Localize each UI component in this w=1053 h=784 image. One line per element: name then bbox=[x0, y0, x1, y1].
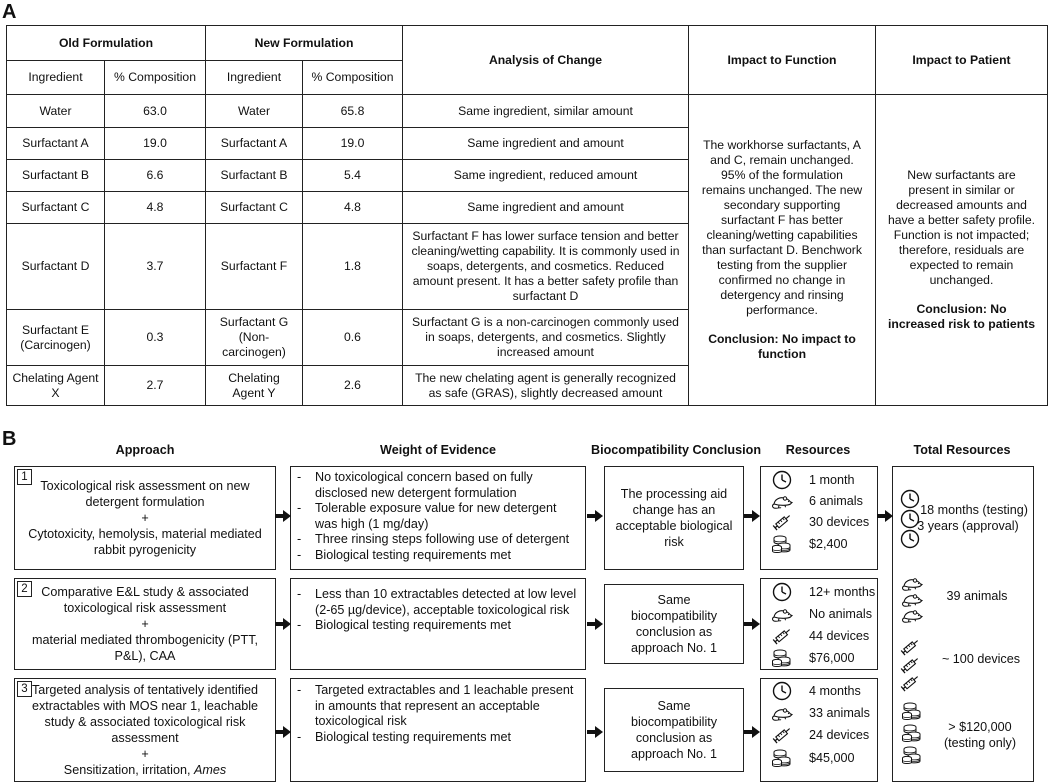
new-ingredient-cell: Chelating Agent Y bbox=[206, 366, 303, 406]
total-time-approval: 3 years (approval) bbox=[917, 519, 1019, 533]
total-resources-header: Total Resources bbox=[913, 443, 1011, 457]
new-ingredient-cell: Surfactant A bbox=[206, 128, 303, 160]
evidence-item: - Three rinsing steps following use of detergent bbox=[297, 532, 570, 546]
approach-number: 3 bbox=[17, 681, 32, 697]
conclusion-text: Same biocompatibility conclusion as approach No. 1 bbox=[630, 699, 718, 761]
syringe-icon bbox=[899, 637, 921, 657]
rat-icon bbox=[771, 491, 793, 511]
total-devices: ~ 100 devices bbox=[941, 652, 1021, 666]
arrow-right-icon bbox=[877, 510, 893, 522]
approach-number: 2 bbox=[17, 581, 32, 597]
evidence-item: - Less than 10 extractables detected at low level (2-65 µg/device), acceptable toxicological risk bbox=[297, 587, 577, 617]
plus-sign: + bbox=[141, 747, 149, 761]
syringe-icon bbox=[899, 655, 921, 675]
evidence-item: - Biological testing requirements met bbox=[297, 547, 511, 562]
new-percent-cell: 19.0 bbox=[303, 128, 403, 160]
evidence-item: - Tolerable exposure value for new detergent was high (1 mg/day) bbox=[297, 501, 557, 531]
evidence-1-box bbox=[290, 466, 586, 570]
resource-cost: $2,400 bbox=[809, 536, 848, 551]
resources-2-box bbox=[760, 578, 878, 670]
resource-cost: $45,000 bbox=[809, 750, 855, 765]
old-ingredient-cell: Surfactant B bbox=[7, 160, 105, 192]
new-ingredient-cell: Surfactant C bbox=[206, 192, 303, 224]
coins-icon bbox=[901, 745, 923, 765]
conclusion-1-box bbox=[604, 466, 744, 570]
arrow-right-icon bbox=[587, 618, 603, 630]
new-ingredient-cell: Water bbox=[206, 95, 303, 128]
new-ingredient-cell: Surfactant G (Non-carcinogen) bbox=[206, 310, 303, 366]
impact-function-header: Impact to Function bbox=[689, 26, 876, 95]
new-percent-cell: 2.6 bbox=[303, 366, 403, 406]
evidence-item: - Targeted extractables and 1 leachable present in amounts that represent an acceptable toxicological risk bbox=[297, 683, 574, 728]
old-ingredient-header: Ingredient bbox=[7, 61, 105, 95]
old-percent-cell: 4.8 bbox=[105, 192, 206, 224]
analysis-cell: Surfactant F has lower surface tension and better cleaning/wetting capability. It is commonly used in soaps, detergents, and cosmetics. Reduced amount present. It has a better safety profile than surfactant D bbox=[403, 224, 689, 310]
old-ingredient-cell: Surfactant C bbox=[7, 192, 105, 224]
impact-patient-header: Impact to Patient bbox=[876, 26, 1048, 95]
evidence-item: - Biological testing requirements met bbox=[297, 618, 511, 632]
arrow-right-icon bbox=[744, 726, 760, 738]
syringe-icon bbox=[771, 725, 793, 745]
new-ingredient-header: Ingredient bbox=[206, 61, 303, 95]
resources-header: Resources bbox=[785, 443, 851, 457]
new-ingredient-cell: Surfactant F bbox=[206, 224, 303, 310]
analysis-cell: Same ingredient and amount bbox=[403, 128, 689, 160]
arrow-right-icon bbox=[744, 618, 760, 630]
old-percent-cell: 63.0 bbox=[105, 95, 206, 128]
syringe-icon bbox=[771, 626, 793, 646]
approach-tests: Sensitization, irritation, Ames bbox=[63, 763, 227, 777]
plus-sign: + bbox=[141, 617, 149, 631]
conclusion-3-box bbox=[604, 688, 744, 772]
new-percent-cell: 4.8 bbox=[303, 192, 403, 224]
old-percent-cell: 6.6 bbox=[105, 160, 206, 192]
old-formulation-header: Old Formulation bbox=[7, 26, 206, 61]
resource-time: 12+ months bbox=[809, 584, 876, 599]
evidence-2-box bbox=[290, 578, 586, 670]
plus-sign: + bbox=[141, 511, 149, 525]
evidence-header: Weight of Evidence bbox=[380, 443, 496, 457]
rat-icon bbox=[771, 703, 793, 723]
evidence-item: - No toxicological concern based on fully disclosed new detergent formulation bbox=[297, 470, 533, 500]
approach-number: 1 bbox=[17, 469, 32, 485]
coins-icon bbox=[771, 748, 793, 768]
approach-header: Approach bbox=[115, 443, 175, 457]
impact-function-cell bbox=[689, 95, 876, 406]
new-percent-cell: 1.8 bbox=[303, 224, 403, 310]
syringe-icon bbox=[771, 512, 793, 532]
analysis-cell: The new chelating agent is generally recognized as safe (GRAS), slightly decreased amount bbox=[403, 366, 689, 406]
arrow-right-icon bbox=[587, 726, 603, 738]
approach-text: Toxicological risk assessment on new detergent formulation bbox=[40, 479, 250, 509]
old-composition-header: % Composition bbox=[105, 61, 206, 95]
new-formulation-header: New Formulation bbox=[206, 26, 403, 61]
total-animals: 39 animals bbox=[946, 589, 1008, 603]
resource-animals: No animals bbox=[809, 606, 872, 621]
resource-cost: $76,000 bbox=[809, 650, 855, 665]
approach-text: Targeted analysis of tentatively identified extractables with MOS near 1, leachable study & associated toxicological risk assessment bbox=[31, 683, 259, 745]
arrow-right-icon bbox=[275, 618, 291, 630]
old-ingredient-cell: Surfactant D bbox=[7, 224, 105, 310]
resources-3-box bbox=[760, 678, 878, 782]
new-percent-cell: 5.4 bbox=[303, 160, 403, 192]
old-percent-cell: 19.0 bbox=[105, 128, 206, 160]
clock-icon bbox=[771, 681, 793, 701]
total-cost: > $120,000 bbox=[948, 720, 1012, 734]
approach-2-box bbox=[14, 578, 276, 670]
total-cost-note: (testing only) bbox=[943, 736, 1017, 750]
total-time-testing: 18 months (testing) bbox=[920, 503, 1028, 517]
resource-animals: 33 animals bbox=[809, 705, 870, 720]
approach-tests: Cytotoxicity, hemolysis, material mediated rabbit pyrogenicity bbox=[28, 527, 262, 557]
impact-patient-text: New surfactants are present in similar or decreased amounts and have a better safety profile. Function is not impacted; therefore, residuals are expected to remain unchanged. bbox=[888, 168, 1036, 287]
total-resources-box bbox=[892, 466, 1034, 782]
approach-3-box bbox=[14, 678, 276, 782]
evidence-3-box bbox=[290, 678, 586, 782]
conclusion-header: Biocompatibility Conclusion bbox=[590, 443, 762, 457]
impact-patient-cell bbox=[876, 95, 1048, 406]
syringe-icon bbox=[899, 673, 921, 693]
old-percent-cell: 0.3 bbox=[105, 310, 206, 366]
approach-1-box bbox=[14, 466, 276, 570]
new-percent-cell: 65.8 bbox=[303, 95, 403, 128]
evidence-item: - Biological testing requirements met bbox=[297, 729, 511, 744]
old-ingredient-cell: Water bbox=[7, 95, 105, 128]
formulation-comparison-table bbox=[6, 25, 1048, 406]
rat-icon bbox=[771, 604, 793, 624]
resource-devices: 24 devices bbox=[809, 727, 870, 742]
analysis-cell: Same ingredient and amount bbox=[403, 192, 689, 224]
old-percent-cell: 3.7 bbox=[105, 224, 206, 310]
coins-icon bbox=[771, 534, 793, 554]
arrow-right-icon bbox=[744, 510, 760, 522]
approach-tests: material mediated thrombogenicity (PTT, P&L), CAA bbox=[31, 633, 259, 663]
analysis-cell: Surfactant G is a non-carcinogen commonly used in soaps, detergents, and cosmetics. Slightly increased amount bbox=[403, 310, 689, 366]
clock-icon bbox=[771, 470, 793, 490]
impact-function-text: The workhorse surfactants, A and C, remain unchanged. 95% of the formulation remains unchanged. The new secondary supporting surfactant F has better cleaning/wetting capabilities than surfactant D. Benchwork testing from the supplier confirmed no change in detergency and rinsing performance. bbox=[701, 138, 863, 317]
analysis-cell: Same ingredient, reduced amount bbox=[403, 160, 689, 192]
panel-b-label: B bbox=[2, 428, 17, 450]
coins-icon bbox=[901, 723, 923, 743]
impact-patient-conclusion: Conclusion: No increased risk to patients bbox=[888, 302, 1035, 331]
conclusion-text: Same biocompatibility conclusion as approach No. 1 bbox=[630, 593, 718, 655]
analysis-header: Analysis of Change bbox=[403, 26, 689, 95]
coins-icon bbox=[771, 648, 793, 668]
old-ingredient-cell: Surfactant E (Carcinogen) bbox=[7, 310, 105, 366]
new-composition-header: % Composition bbox=[303, 61, 403, 95]
new-ingredient-cell: Surfactant B bbox=[206, 160, 303, 192]
rat-icon bbox=[901, 605, 923, 625]
old-percent-cell: 2.7 bbox=[105, 366, 206, 406]
conclusion-2-box bbox=[604, 584, 744, 664]
new-percent-cell: 0.6 bbox=[303, 310, 403, 366]
resource-time: 1 month bbox=[809, 472, 855, 487]
resources-1-box bbox=[760, 466, 878, 570]
resource-devices: 44 devices bbox=[809, 628, 870, 643]
resource-animals: 6 animals bbox=[809, 493, 863, 508]
analysis-cell: Same ingredient, similar amount bbox=[403, 95, 689, 128]
clock-icon bbox=[771, 582, 793, 602]
old-ingredient-cell: Chelating Agent X bbox=[7, 366, 105, 406]
panel-a-label: A bbox=[2, 1, 17, 23]
arrow-right-icon bbox=[275, 726, 291, 738]
approach-text: Comparative E&L study & associated toxicological risk assessment bbox=[41, 585, 249, 615]
arrow-right-icon bbox=[275, 510, 291, 522]
resource-devices: 30 devices bbox=[809, 514, 870, 529]
impact-function-conclusion: Conclusion: No impact to function bbox=[708, 332, 856, 361]
old-ingredient-cell: Surfactant A bbox=[7, 128, 105, 160]
conclusion-text: The processing aid change has an acceptable biological risk bbox=[615, 487, 733, 549]
coins-icon bbox=[901, 701, 923, 721]
arrow-right-icon bbox=[587, 510, 603, 522]
resource-time: 4 months bbox=[809, 683, 861, 698]
